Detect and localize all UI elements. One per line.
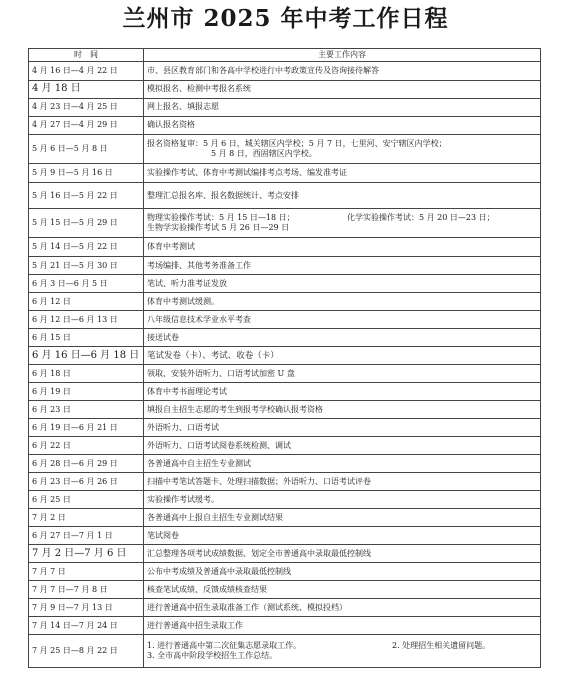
row-content [144,635,541,668]
row-date: 4 月 16 日—4 月 22 日 [29,61,144,80]
row-content: 核查笔试成绩、反馈成绩核查结果 [144,581,541,599]
table-row [29,509,541,527]
table-row [29,98,541,116]
row-content: 考场编排、其他考务准备工作 [144,257,541,275]
row-date: 4 月 23 日—4 月 25 日 [29,98,144,116]
row-content-line: 1. 进行普通高中第二次征集志愿录取工作。 [147,641,302,651]
row-date: 7 月 14 日—7 月 24 日 [29,617,144,635]
row-content [144,208,541,238]
row-content: 接送试卷 [144,329,541,347]
table-row [29,134,541,164]
table-row [29,183,541,208]
row-date: 5 月 14 日—5 月 22 日 [29,238,144,257]
row-date: 4 月 18 日 [29,80,144,98]
row-content: 笔试阅卷 [144,527,541,545]
table-row [29,164,541,183]
table-row [29,419,541,437]
row-content: 扫描中考笔试答题卡、处理扫描数据；外语听力、口语考试评卷 [144,473,541,491]
row-date: 7 月 7 日 [29,563,144,581]
row-content-line: 2. 处理招生相关遗留问题。 [392,641,491,651]
row-date: 6 月 15 日 [29,329,144,347]
table-row [29,635,541,668]
row-content: 笔试发卷（卡）、考试、收卷（卡） [144,347,541,365]
row-date: 5 月 15 日—5 月 29 日 [29,208,144,238]
row-date: 6 月 12 日—6 月 13 日 [29,311,144,329]
table-row [29,599,541,617]
table-row [29,238,541,257]
table-row [29,563,541,581]
row-content-line: 化学实验操作考试：5 月 20 日—23 日； [347,213,495,223]
table-row [29,208,541,238]
row-content-line: 报名资格复审：5 月 6 日，城关辖区内学校；5 月 7 日，七里河、安宁辖区内学校； [147,138,447,148]
table-row [29,473,541,491]
schedule-table [28,48,541,668]
table-row [29,455,541,473]
table-row [29,401,541,419]
row-content: 领取、安装外语听力、口语考试加密 U 盘 [144,365,541,383]
row-content: 汇总整理各项考试成绩数据、划定全市普通高中录取最低控制线 [144,545,541,563]
row-date: 7 月 25 日—8 月 22 日 [29,635,144,668]
table-row [29,61,541,80]
row-content: 确认报名资格 [144,116,541,134]
row-content-line: 生物学实验操作考试 5 月 26 日—29 日 [147,223,290,233]
row-date: 6 月 23 日 [29,401,144,419]
table-row [29,437,541,455]
table-row [29,383,541,401]
table-row [29,329,541,347]
row-content: 整理汇总报名库、报名数据统计、考点安排 [144,183,541,208]
row-content: 体育中考测试缓测。 [144,293,541,311]
row-content: 外语听力、口语考试 [144,419,541,437]
page-title: 兰州市 2025 年中考工作日程 [122,5,449,32]
row-date: 6 月 3 日—6 月 5 日 [29,275,144,293]
row-content: 填报自主招生志愿的考生到报考学校确认报考资格 [144,401,541,419]
row-date: 6 月 19 日—6 月 21 日 [29,419,144,437]
table-row [29,545,541,563]
row-content: 外语听力、口语考试阅卷系统检测、调试 [144,437,541,455]
row-date: 6 月 18 日 [29,365,144,383]
row-content: 公布中考成绩及普通高中录取最低控制线 [144,563,541,581]
row-date: 7 月 7 日—7 月 8 日 [29,581,144,599]
row-date: 5 月 16 日—5 月 22 日 [29,183,144,208]
row-content: 实验操作考试、体育中考测试编排考点考场、编发准考证 [144,164,541,183]
header-content: 主要工作内容 [144,49,541,62]
row-content-line: 5 月 8 日，西固辖区内学校。 [211,148,317,158]
row-date: 6 月 25 日 [29,491,144,509]
row-content: 各普通高中自主招生专业测试 [144,455,541,473]
table-row [29,365,541,383]
row-date: 5 月 21 日—5 月 30 日 [29,257,144,275]
row-date: 6 月 28 日—6 月 29 日 [29,455,144,473]
row-date: 5 月 6 日—5 月 8 日 [29,134,144,164]
row-date: 7 月 2 日—7 月 6 日 [29,545,144,563]
row-content [144,134,541,164]
row-content: 模拟报名、检测中考报名系统 [144,80,541,98]
row-content: 各普通高中上报自主招生专业测试结果 [144,509,541,527]
row-date: 6 月 27 日—7 月 1 日 [29,527,144,545]
row-date: 6 月 12 日 [29,293,144,311]
table-row [29,275,541,293]
row-date: 6 月 16 日—6 月 18 日 [29,347,144,365]
row-date: 5 月 9 日—5 月 16 日 [29,164,144,183]
table-row [29,347,541,365]
table-row [29,491,541,509]
table-row [29,581,541,599]
row-content: 实验操作考试缓考。 [144,491,541,509]
table-row [29,311,541,329]
table-row [29,80,541,98]
row-content: 市、县区教育部门和各高中学校进行中考政策宣传及咨询接待解答 [144,61,541,80]
row-date: 6 月 23 日—6 月 26 日 [29,473,144,491]
table-row [29,293,541,311]
row-date: 7 月 9 日—7 月 13 日 [29,599,144,617]
table-row [29,617,541,635]
row-content: 体育中考测试 [144,238,541,257]
table-header-row [29,49,541,62]
table-row [29,527,541,545]
table-row [29,257,541,275]
row-date: 6 月 22 日 [29,437,144,455]
row-content: 网上报名、填报志愿 [144,98,541,116]
row-date: 6 月 19 日 [29,383,144,401]
row-date: 4 月 27 日—4 月 29 日 [29,116,144,134]
row-content: 笔试、听力准考证发放 [144,275,541,293]
row-content: 进行普通高中招生录取准备工作（测试系统、模拟投档） [144,599,541,617]
row-content-line: 物理实验操作考试：5 月 15 日—18 日； [147,213,295,223]
row-content-line: 3. 全市高中阶段学校招生工作总结。 [147,651,278,661]
row-content: 八年级信息技术学业水平考查 [144,311,541,329]
row-content: 进行普通高中招生录取工作 [144,617,541,635]
table-row [29,116,541,134]
header-time: 时 间 [29,49,144,62]
row-content: 体育中考书面理论考试 [144,383,541,401]
row-date: 7 月 2 日 [29,509,144,527]
